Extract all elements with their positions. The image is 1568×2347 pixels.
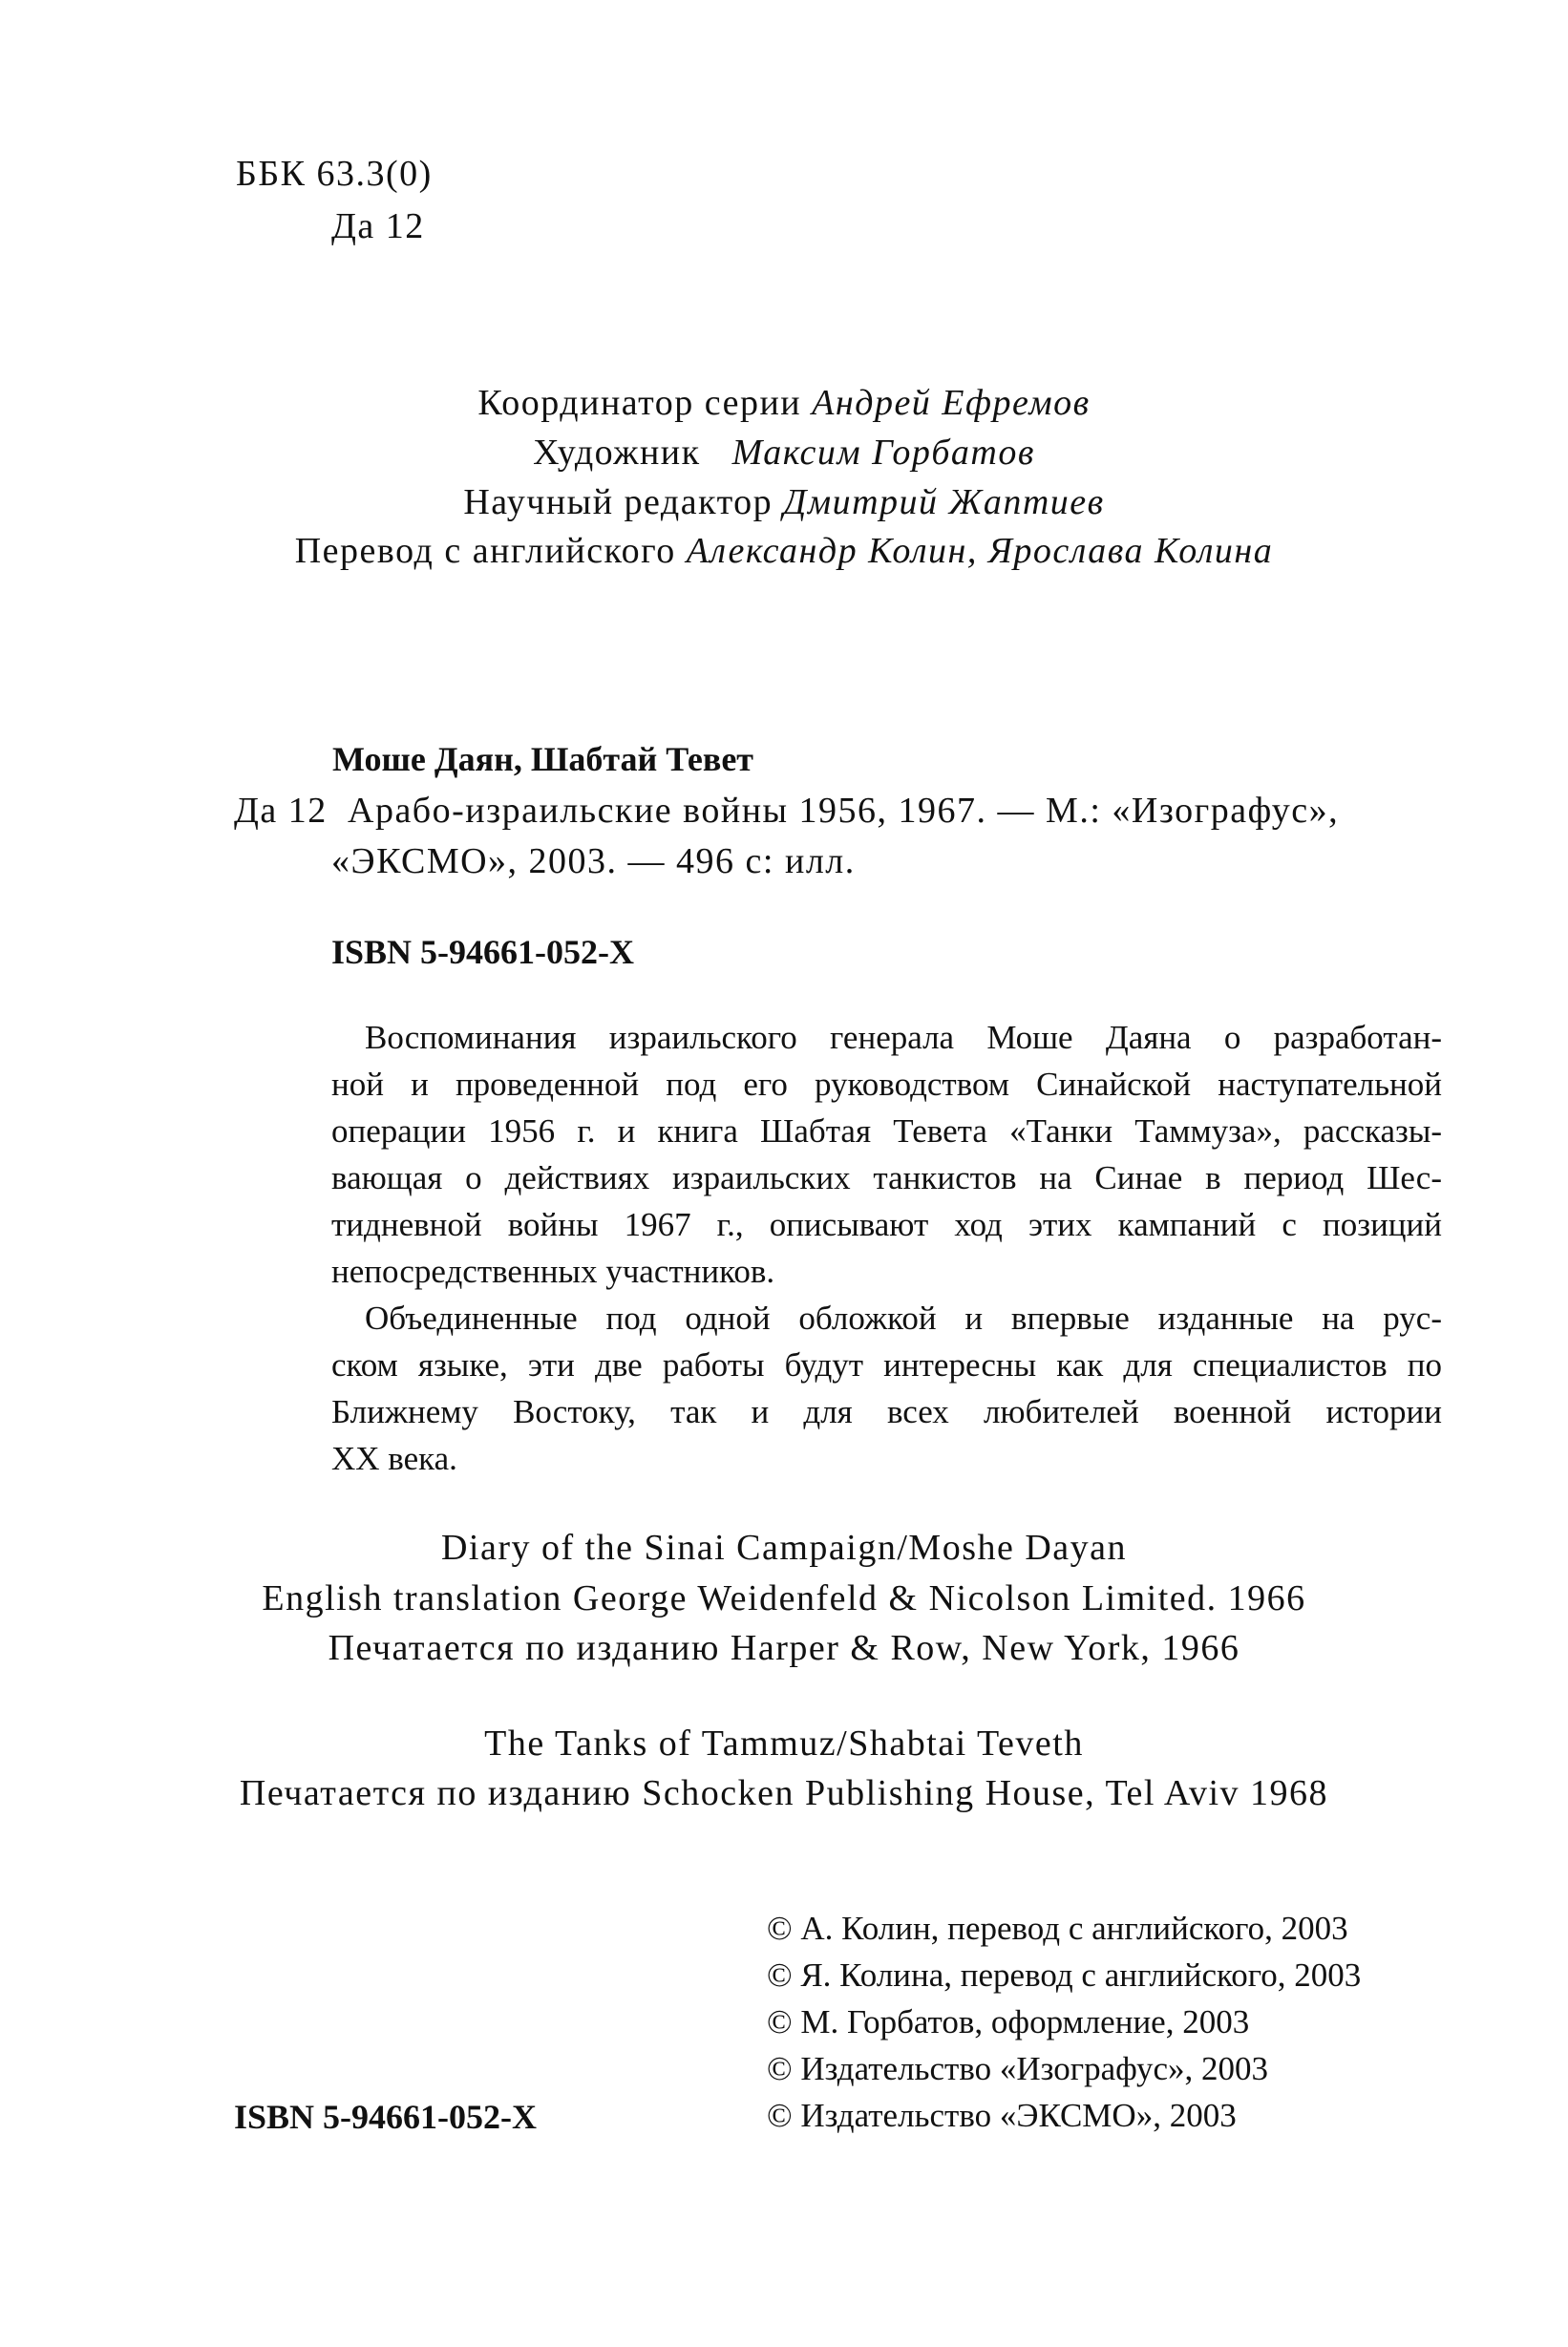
annotation-line: вающая о действиях израильских танкистов на Синае в период Шес- [331, 1159, 1442, 1196]
annotation-line: Ближнему Востоку, так и для всех любителей военной истории [331, 1393, 1442, 1430]
author-mark: Да 12 [331, 206, 425, 246]
credit-name: Александр Колин, Ярослава Колина [686, 531, 1274, 571]
annotation-line: тидневной войны 1967 г., описывают ход этих кампаний с позиций [331, 1206, 1442, 1243]
credit-series-coordinator [0, 385, 1568, 421]
catalog-title-line1: Арабо-израильские войны 1956, 1967. — М.: «Изографус», [348, 791, 1340, 831]
isbn-bottom: ISBN 5-94661-052-X [234, 2098, 538, 2136]
copyright-line: © Издательство «Изографус», 2003 [767, 2050, 1268, 2087]
annotation-line: операции 1956 г. и книга Шабтая Тевета «Танки Таммуза», рассказы- [331, 1112, 1442, 1150]
original-translation-1: English translation George Weidenfeld & Nicolson Limited. 1966 [262, 1578, 1306, 1618]
credit-role: Научный редактор [463, 482, 773, 522]
credit-name: Дмитрий Жаптиев [783, 482, 1105, 522]
original-title-2: The Tanks of Tammuz/Shabtai Teveth [484, 1723, 1084, 1764]
credit-artist [0, 434, 1568, 471]
annotation-line: Воспоминания израильского генерала Моше Даяна о разработан- [365, 1019, 1442, 1056]
catalog-isbn: ISBN 5-94661-052-X [331, 933, 635, 971]
catalog-authors: Моше Даян, Шабтай Тевет [332, 740, 753, 778]
annotation-line: ском языке, эти две работы будут интересны как для специалистов по [331, 1346, 1442, 1384]
credit-name: Андрей Ефремов [812, 383, 1091, 423]
copyright-line: © М. Горбатов, оформление, 2003 [767, 2003, 1250, 2040]
credit-translation [0, 533, 1568, 569]
credit-role: Художник [533, 433, 701, 473]
copyright-line: © Издательство «ЭКСМО», 2003 [767, 2097, 1237, 2134]
credit-role: Перевод с английского [294, 531, 676, 571]
credit-name: Максим Горбатов [731, 433, 1035, 473]
annotation-line: Объединенные под одной обложкой и впервые изданные на рус- [365, 1300, 1442, 1337]
credit-science-editor [0, 484, 1568, 520]
original-title-1: Diary of the Sinai Campaign/Moshe Dayan [440, 1528, 1128, 1568]
annotation-line: XX века. [331, 1440, 457, 1477]
copyright-line: © Я. Колина, перевод с английского, 2003 [767, 1956, 1362, 1994]
catalog-title-line2: «ЭКСМО», 2003. — 496 с: илл. [331, 841, 856, 881]
bbk-code: ББК 63.3(0) [236, 154, 433, 194]
original-imprint-1: Печатается по изданию Harper & Row, New York, 1966 [328, 1628, 1240, 1668]
credit-role: Координатор серии [477, 383, 802, 423]
original-imprint-2: Печатается по изданию Schocken Publishing House, Tel Aviv 1968 [239, 1773, 1329, 1813]
catalog-mark: Да 12 [234, 791, 328, 831]
copyright-line: © А. Колин, перевод с английского, 2003 [767, 1910, 1348, 1947]
annotation-line: ной и проведенной под его руководством Синайской наступательной [331, 1066, 1442, 1103]
annotation-line: непосредственных участников. [331, 1253, 775, 1290]
